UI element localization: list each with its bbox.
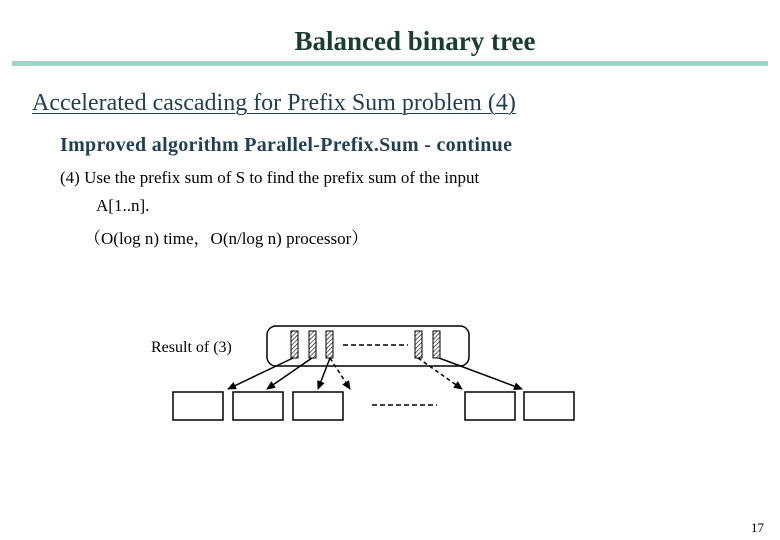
result-cell <box>326 331 333 358</box>
result-cell <box>433 331 440 358</box>
result-cell <box>291 331 298 358</box>
output-box <box>465 392 515 420</box>
arrow-solid <box>439 358 522 389</box>
arrow-solid <box>228 358 293 389</box>
slide-title: Balanced binary tree <box>294 26 536 56</box>
output-box <box>233 392 283 420</box>
output-box <box>173 392 223 420</box>
output-box <box>524 392 574 420</box>
result-label: Result of (3) <box>151 339 232 356</box>
result-cell <box>309 331 316 358</box>
complexity-text: （O(log n) time，O(n/log n) processor） <box>84 229 369 248</box>
step-4-text: (4) Use the prefix sum of S to find the prefix sum of the input <box>60 168 480 187</box>
page-number: 17 <box>751 520 764 535</box>
slide-heading: Accelerated cascading for Prefix Sum problem (4) <box>32 90 516 116</box>
step-4-text-cont: A[1..n]. <box>96 196 150 215</box>
result-cell <box>415 331 422 358</box>
slide-subheading: Improved algorithm Parallel-Prefix.Sum - continue <box>60 134 513 156</box>
output-box <box>293 392 343 420</box>
